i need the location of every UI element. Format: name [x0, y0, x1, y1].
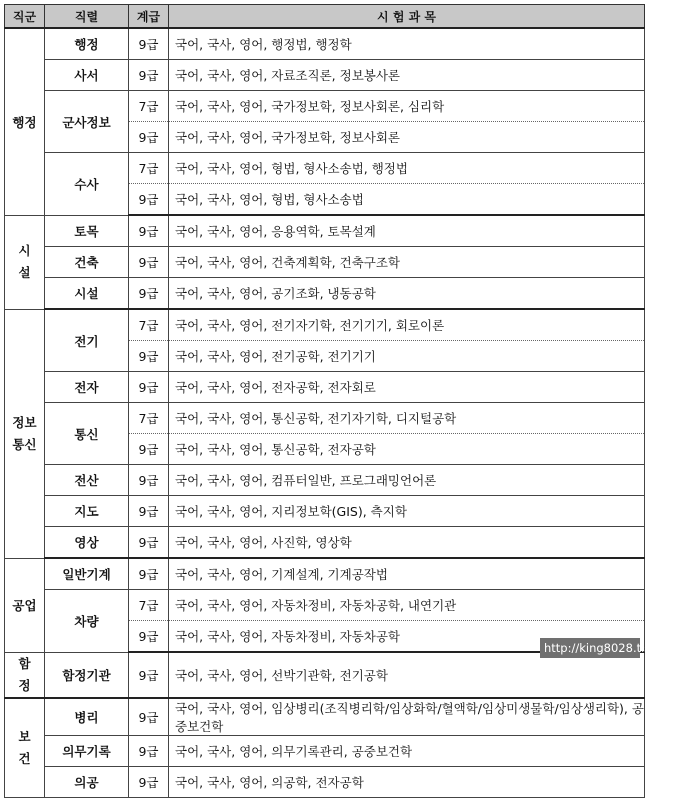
table-row: [5, 558, 645, 590]
subjects-cell: 국어, 국사, 영어, 형법, 형사소송법, 행정법: [169, 153, 645, 184]
subjects-cell: 국어, 국사, 영어, 지리정보학(GIS), 측지학: [169, 496, 645, 527]
position-cell: 토목: [45, 215, 129, 247]
subjects-cell: 국어, 국사, 영어, 의공학, 전자공학: [169, 766, 645, 797]
subjects-cell: 국어, 국사, 영어, 선박기관학, 전기공학: [169, 652, 645, 698]
grade-cell: 9급: [129, 558, 169, 590]
category-label: 건: [18, 750, 31, 766]
category-cell: [5, 28, 45, 215]
category-label: 함: [18, 655, 31, 671]
grade-cell: 9급: [129, 122, 169, 153]
table-row: [5, 215, 645, 247]
position-cell: 지도: [45, 496, 129, 527]
subjects-cell: 국어, 국사, 영어, 통신공학, 전기자기학, 디지털공학: [169, 403, 645, 434]
category-cell: [5, 558, 45, 652]
header-position: 직렬: [45, 5, 129, 29]
grade-cell: 9급: [129, 621, 169, 653]
grade-cell: 9급: [129, 766, 169, 797]
category-label: 시: [18, 243, 31, 258]
grade-cell: 9급: [129, 28, 169, 60]
position-cell: 차량: [45, 590, 129, 653]
category-label: 통신: [12, 436, 37, 452]
position-cell: 함정기관: [45, 652, 129, 698]
subjects-cell: 국어, 국사, 영어, 전기자기학, 전기기기, 회로이론: [169, 309, 645, 341]
grade-cell: 9급: [129, 60, 169, 91]
grade-cell: 9급: [129, 698, 169, 736]
position-cell: 행정: [45, 28, 129, 60]
table-header: [5, 5, 645, 29]
table-row: [5, 247, 645, 278]
subjects-cell: 국어, 국사, 영어, 응용역학, 토목설계: [169, 215, 645, 247]
subjects-cell: 국어, 국사, 영어, 건축계획학, 건축구조학: [169, 247, 645, 278]
category-label: 보: [18, 728, 31, 744]
subjects-cell: 국어, 국사, 영어, 컴퓨터일반, 프로그래밍언어론: [169, 465, 645, 496]
grade-cell: 9급: [129, 465, 169, 496]
subjects-cell: 국어, 국사, 영어, 사진학, 영상학: [169, 527, 645, 559]
subjects-cell: 국어, 국사, 영어, 의무기록관리, 공중보건학: [169, 735, 645, 766]
position-cell: 건축: [45, 247, 129, 278]
category-label: 정: [18, 677, 31, 693]
grade-cell: 9급: [129, 735, 169, 766]
grade-cell: 7급: [129, 309, 169, 341]
header-subjects: 시 험 과 목: [169, 5, 645, 29]
table-row: [5, 652, 645, 698]
table-row: [5, 278, 645, 310]
subjects-cell: 국어, 국사, 영어, 임상병리(조직병리학/임상화학/혈액학/임상미생물학/임상생리학), 공중보건학: [169, 698, 645, 736]
table-row: [5, 735, 645, 766]
table-row: [5, 698, 645, 736]
grade-cell: 7급: [129, 403, 169, 434]
subjects-cell: 국어, 국사, 영어, 국가정보학, 정보사회론: [169, 122, 645, 153]
grade-cell: 9급: [129, 341, 169, 372]
position-cell: 의무기록: [45, 735, 129, 766]
position-cell: 의공: [45, 766, 129, 797]
position-cell: 통신: [45, 403, 129, 465]
subjects-cell: 국어, 국사, 영어, 형법, 형사소송법: [169, 184, 645, 216]
position-cell: 수사: [45, 153, 129, 216]
grade-cell: 9급: [129, 496, 169, 527]
position-cell: 일반기계: [45, 558, 129, 590]
grade-cell: 7급: [129, 91, 169, 122]
subjects-cell: 국어, 국사, 영어, 전자공학, 전자회로: [169, 372, 645, 403]
position-cell: 병리: [45, 698, 129, 736]
table-body: [5, 28, 645, 797]
category-label: 설: [18, 265, 31, 280]
table-row: [5, 527, 645, 559]
table-row: [5, 60, 645, 91]
grade-cell: 9급: [129, 247, 169, 278]
table-row: [5, 465, 645, 496]
grade-cell: 9급: [129, 184, 169, 216]
subjects-cell: 국어, 국사, 영어, 전기공학, 전기기기: [169, 341, 645, 372]
watermark-url: http://king8028.tistory.com: [540, 638, 640, 658]
table-row: [5, 590, 645, 621]
grade-cell: 7급: [129, 590, 169, 621]
category-cell: [5, 215, 45, 309]
table-row: [5, 309, 645, 341]
header-grade: 계급: [129, 5, 169, 29]
position-cell: 군사정보: [45, 91, 129, 153]
category-cell: [5, 309, 45, 558]
grade-cell: 7급: [129, 153, 169, 184]
table-row: [5, 153, 645, 184]
grade-cell: 9급: [129, 652, 169, 698]
subjects-cell: 국어, 국사, 영어, 기계설계, 기계공작법: [169, 558, 645, 590]
grade-cell: 9급: [129, 215, 169, 247]
grade-cell: 9급: [129, 278, 169, 310]
subjects-cell: 국어, 국사, 영어, 국가정보학, 정보사회론, 심리학: [169, 91, 645, 122]
table-row: [5, 372, 645, 403]
table-row: [5, 496, 645, 527]
table-row: [5, 766, 645, 797]
subjects-cell: 국어, 국사, 영어, 통신공학, 전자공학: [169, 434, 645, 465]
subjects-cell: 국어, 국사, 영어, 행정법, 행정학: [169, 28, 645, 60]
category-cell: [5, 698, 45, 798]
table-row: [5, 91, 645, 122]
position-cell: 영상: [45, 527, 129, 559]
subjects-cell: 국어, 국사, 영어, 자동차정비, 자동차공학: [169, 621, 645, 653]
table-row: [5, 28, 645, 60]
position-cell: 시설: [45, 278, 129, 310]
grade-cell: 9급: [129, 372, 169, 403]
position-cell: 전자: [45, 372, 129, 403]
position-cell: 전산: [45, 465, 129, 496]
grade-cell: 9급: [129, 434, 169, 465]
category-label: 공업: [12, 598, 37, 613]
header-category: 직군: [5, 5, 45, 29]
exam-subjects-table: [4, 4, 645, 798]
grade-cell: 9급: [129, 527, 169, 559]
subjects-cell: 국어, 국사, 영어, 자료조직론, 정보봉사론: [169, 60, 645, 91]
category-label: 정보: [12, 414, 37, 430]
subjects-cell: 국어, 국사, 영어, 자동차정비, 자동차공학, 내연기관: [169, 590, 645, 621]
subjects-cell: 국어, 국사, 영어, 공기조화, 냉동공학: [169, 278, 645, 310]
table-row: [5, 403, 645, 434]
category-label: 행정: [12, 114, 37, 130]
category-cell: [5, 652, 45, 698]
position-cell: 사서: [45, 60, 129, 91]
position-cell: 전기: [45, 309, 129, 372]
